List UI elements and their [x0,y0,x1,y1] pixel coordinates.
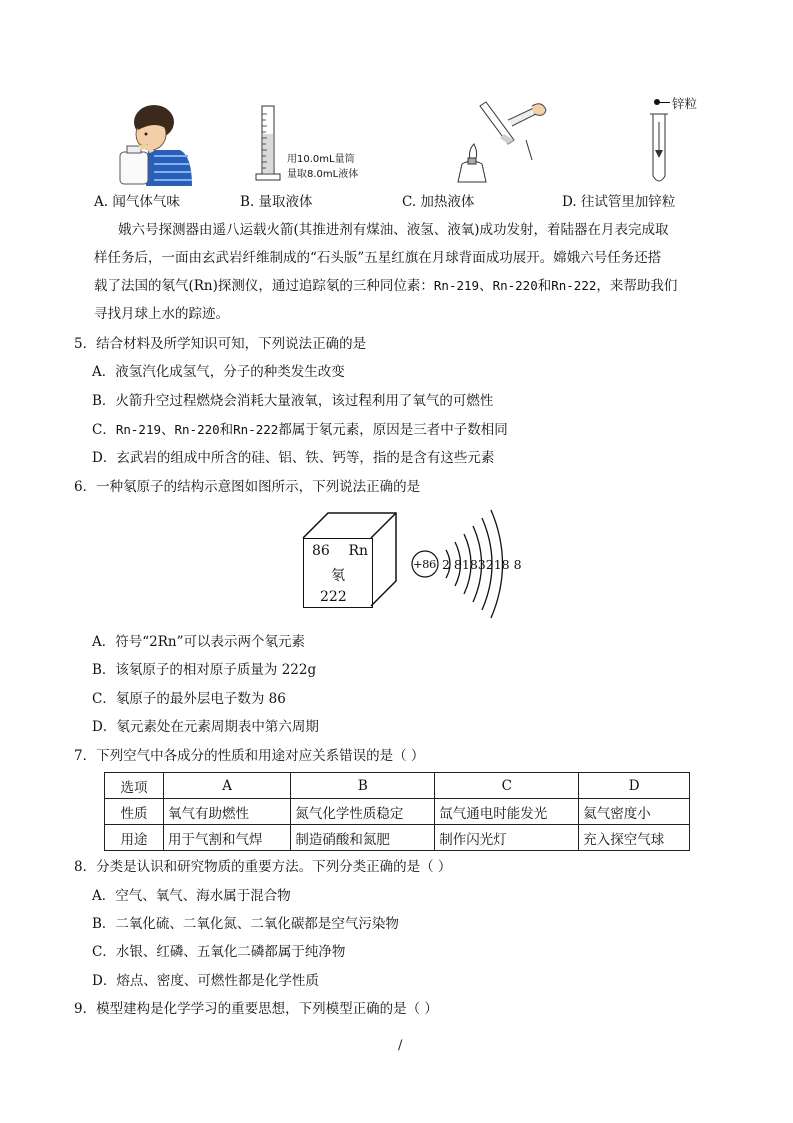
isotope-rn222: Rn-222 [233,422,279,437]
separator: 和 [537,278,552,294]
table-cell: 选项 [105,773,164,799]
q5-option-c [92,418,508,438]
heating-liquid-illustration [448,100,548,184]
separator: 、 [479,278,493,294]
table-cell: C [435,773,579,799]
q7-table [104,772,690,851]
option-b-caption: B. 量取液体 [240,194,313,210]
table-cell: B [291,773,435,799]
atomic-number: 86 [312,543,330,559]
q5-option-c-prefix: C． [92,422,116,438]
q8-option-a: A．空气、氧气、海水属于混合物 [92,888,291,904]
table-cell: 用途 [105,825,164,851]
electron-shells: 2 8183218 8 [442,557,522,572]
zinc-label-pointer [660,102,670,103]
isotope-rn220: Rn-220 [492,278,538,293]
table-cell: 用于气割和气焊 [164,825,291,851]
table-row [105,773,690,799]
q8-stem: 8．分类是认识和研究物质的重要方法。下列分类正确的是（ ） [74,859,452,875]
separator: 、 [161,422,175,438]
element-name: 氡 [331,568,345,584]
table-cell: 氙气通电时能发光 [435,799,579,825]
q6-option-c: C．氡原子的最外层电子数为 86 [92,691,286,707]
q6-option-a: A．符号“2Rn”可以表示两个氡元素 [92,634,306,650]
passage-line-1: 娥六号探测器由遥八运载火箭(其推进剂有煤油、液氢、液氧)成功发射，着陆器在月表完成取 [118,222,669,238]
passage-line-4: 寻找月球上水的踪迹。 [94,306,229,322]
q5-option-a: A．液氢汽化成氢气，分子的种类发生改变 [92,364,345,380]
passage-line-3-end: ，来帮助我们 [596,278,678,294]
isotope-rn219: Rn-219 [433,278,480,293]
q8-option-c: C．水银、红磷、五氧化二磷都属于纯净物 [92,944,346,960]
table-cell: 制造硝酸和氮肥 [291,825,435,851]
page-mark: / [398,1038,403,1053]
passage-line-3-text: 载了法国的氡气(Rn)探测仪，通过追踪氡的三种同位素： [94,278,434,294]
table-cell: D [579,773,690,799]
nucleus-charge: +86 [413,557,436,571]
q5-option-c-suffix: 都属于氡元素，原因是三者中子数相同 [278,422,508,438]
q5-stem: 5．结合材料及所学知识可知，下列说法正确的是 [74,336,367,352]
table-row [105,825,690,851]
isotope-rn222: Rn-222 [551,278,597,293]
q5-option-d: D．玄武岩的组成中所含的硅、铝、铁、钙等，指的是含有这些元素 [92,450,495,466]
element-card-radon [303,538,373,608]
table-cell: 氧气有助燃性 [164,799,291,825]
table-cell: 性质 [105,799,164,825]
table-cell: 氦气密度小 [579,799,690,825]
q8-option-b: B．二氧化硫、二氧化氮、二氧化碳都是空气污染物 [92,916,399,932]
cylinder-label-line2: 量取8.0mL液体 [287,169,359,180]
zinc-label: 锌粒 [672,96,698,111]
table-cell: A [164,773,291,799]
passage-line-2: 样任务后，一面由玄武岩纤维制成的“石头版”五星红旗在月球背面成功展开。嫦娥六号任务还搭 [94,250,662,266]
separator: 和 [219,422,234,438]
smell-gas-illustration [118,100,198,186]
isotope-rn220: Rn-220 [174,422,220,437]
q6-stem: 6．一种氡原子的结构示意图如图所示，下列说法正确的是 [74,479,421,495]
q9-stem: 9．模型建构是化学学习的重要思想，下列模型正确的是（ ） [74,1001,438,1017]
q7-stem: 7．下列空气中各成分的性质和用途对应关系错误的是（ ） [74,748,425,764]
table-row [105,799,690,825]
option-c-caption: C. 加热液体 [402,194,475,210]
graduated-cylinder-illustration [254,104,284,184]
option-a-caption: A. 闻气体气味 [94,194,180,210]
table-cell: 氮气化学性质稳定 [291,799,435,825]
table-cell: 制作闪光灯 [435,825,579,851]
test-tube-zinc-illustration [648,96,670,188]
q6-option-b: B．该氡原子的相对原子质量为 222g [92,662,317,678]
passage-line-3 [94,274,677,294]
table-cell: 充入探空气球 [579,825,690,851]
option-d-caption: D. 往试管里加锌粒 [562,194,676,210]
cylinder-label-line1: 用10.0mL量筒 [287,154,355,165]
q8-option-d: D．熔点、密度、可燃性都是化学性质 [92,973,319,989]
atomic-mass: 222 [320,589,347,605]
element-symbol: Rn [348,543,368,559]
q5-option-b: B．火箭升空过程燃烧会消耗大量液氧，该过程利用了氧气的可燃性 [92,393,494,409]
isotope-rn219: Rn-219 [115,422,161,437]
q6-option-d: D．氡元素处在元素周期表中第六周期 [92,719,319,735]
